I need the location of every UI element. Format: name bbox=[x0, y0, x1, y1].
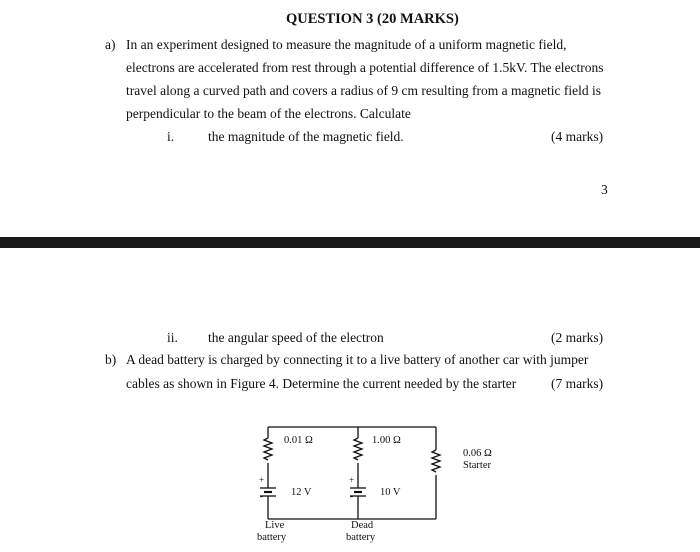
sub-i-label: i. bbox=[167, 129, 175, 144]
part-a-line-4: perpendicular to the beam of the electrons. Calculate bbox=[126, 106, 411, 121]
dead-resistance-label: 1.00 Ω bbox=[372, 435, 401, 446]
starter-label: Starter bbox=[463, 460, 491, 471]
dead-plus-sign: + bbox=[349, 475, 355, 485]
page-one bbox=[0, 0, 700, 237]
sub-ii-text: the angular speed of the electron bbox=[208, 330, 384, 345]
live-plus-sign: + bbox=[259, 475, 265, 485]
live-resistance-label: 0.01 Ω bbox=[284, 435, 313, 446]
part-a-line-3: travel along a curved path and covers a radius of 9 cm resulting from a magnetic field is bbox=[126, 83, 601, 98]
dead-battery-label-2: battery bbox=[346, 532, 376, 543]
sub-ii-label: ii. bbox=[167, 330, 178, 345]
live-battery-label-1: Live bbox=[265, 520, 285, 531]
part-a-label: a) bbox=[105, 37, 116, 52]
starter-resistance-label: 0.06 Ω bbox=[463, 448, 492, 459]
part-b-marks: (7 marks) bbox=[551, 376, 604, 391]
part-b-label: b) bbox=[105, 352, 117, 367]
sub-ii-marks: (2 marks) bbox=[551, 330, 604, 345]
sub-i-marks: (4 marks) bbox=[551, 129, 604, 144]
live-battery-label-2: battery bbox=[257, 532, 287, 543]
dead-minus-sign: - bbox=[350, 491, 353, 501]
live-minus-sign: - bbox=[260, 491, 263, 501]
live-voltage-label: 12 V bbox=[291, 487, 312, 498]
dead-voltage-label: 10 V bbox=[380, 487, 401, 498]
resistor-starter bbox=[432, 450, 440, 472]
part-a-line-2: electrons are accelerated from rest through a potential difference of 1.5kV. The electrons bbox=[126, 60, 604, 75]
part-b-line-1: A dead battery is charged by connecting it to a live battery of another car with jumper bbox=[126, 352, 589, 367]
dead-battery-label-1: Dead bbox=[351, 520, 374, 531]
page-divider bbox=[0, 237, 700, 248]
circuit-diagram bbox=[255, 425, 505, 552]
question-title: QUESTION 3 (20 MARKS) bbox=[286, 11, 459, 27]
resistor-dead bbox=[354, 438, 362, 460]
part-b-line-2: cables as shown in Figure 4. Determine the current needed by the starter bbox=[126, 376, 517, 391]
part-a-line-1: In an experiment designed to measure the magnitude of a uniform magnetic field, bbox=[126, 37, 567, 52]
resistor-live bbox=[264, 438, 272, 460]
page-number: 3 bbox=[601, 182, 608, 197]
sub-i-text: the magnitude of the magnetic field. bbox=[208, 129, 404, 144]
